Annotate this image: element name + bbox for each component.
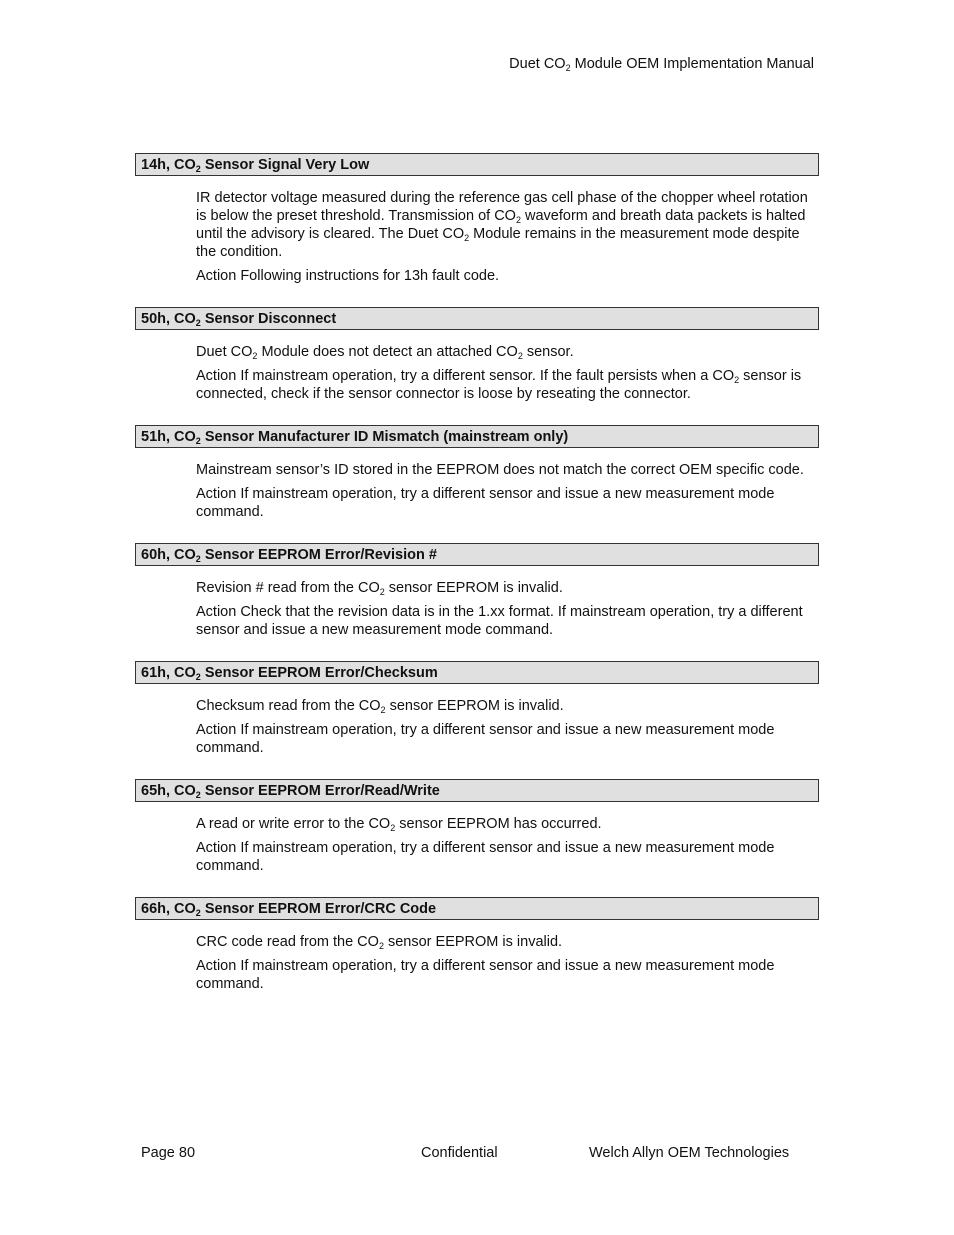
body-text: Action If mainstream operation, try a different sensor and issue a new measurement mode command. <box>196 840 775 874</box>
fault-action <box>196 485 819 521</box>
fault-code-list <box>135 153 819 1015</box>
fault-action <box>196 721 819 757</box>
subscript-text: 2 <box>380 705 386 715</box>
fault-heading <box>135 897 819 920</box>
heading-subscript: 2 <box>195 164 201 174</box>
body-text: Module does not detect an attached CO <box>257 344 518 360</box>
fault-description <box>135 566 819 639</box>
subscript-text: 2 <box>515 215 521 225</box>
heading-text-post: Sensor Manufacturer ID Mismatch (mainstream only) <box>200 429 569 445</box>
fault-description <box>135 176 819 285</box>
heading-text-pre: 66h, CO <box>141 901 196 917</box>
fault-action <box>196 957 819 993</box>
fault-explanation <box>196 461 819 479</box>
subscript-text: 2 <box>464 233 470 243</box>
heading-text-pre: 60h, CO <box>141 547 196 563</box>
body-text: Action If mainstream operation, try a different sensor and issue a new measurement mode command. <box>196 722 775 756</box>
fault-explanation <box>196 697 819 715</box>
heading-text-post: Sensor EEPROM Error/Read/Write <box>200 783 440 799</box>
heading-subscript: 2 <box>195 790 201 800</box>
body-text: sensor is connected, check if the sensor connector is loose by reseating the connector. <box>196 368 802 402</box>
fault-section <box>135 661 819 757</box>
heading-text-post: Sensor EEPROM Error/Checksum <box>200 665 438 681</box>
fault-explanation <box>196 579 819 597</box>
fault-section <box>135 897 819 993</box>
fault-section <box>135 543 819 639</box>
subscript-text: 2 <box>378 941 384 951</box>
heading-text-pre: 61h, CO <box>141 665 196 681</box>
subscript-text: 2 <box>252 351 258 361</box>
footer-company: Welch Allyn OEM Technologies <box>589 1145 790 1161</box>
body-text: Mainstream sensor’s ID stored in the EEPROM does not match the correct OEM specific code. <box>196 462 804 478</box>
body-text: Duet CO <box>196 344 253 360</box>
fault-section <box>135 779 819 875</box>
body-text: Checksum read from the CO <box>196 698 381 714</box>
header-title-part2: Module OEM Implementation Manual <box>570 56 814 72</box>
fault-action <box>196 603 819 639</box>
fault-heading <box>135 425 819 448</box>
body-text: sensor EEPROM is invalid. <box>383 934 563 950</box>
heading-subscript: 2 <box>195 436 201 446</box>
fault-section <box>135 153 819 285</box>
heading-text-pre: 51h, CO <box>141 429 196 445</box>
fault-action <box>196 267 819 285</box>
fault-explanation <box>196 343 819 361</box>
fault-heading <box>135 543 819 566</box>
body-text: Module remains in the measurement mode despite the condition. <box>196 226 800 260</box>
footer-confidential: Confidential <box>421 1145 498 1161</box>
heading-subscript: 2 <box>195 908 201 918</box>
fault-section <box>135 425 819 521</box>
subscript-text: 2 <box>517 351 523 361</box>
heading-text-pre: 14h, CO <box>141 157 196 173</box>
header-title-subscript: 2 <box>565 63 571 73</box>
fault-explanation <box>196 189 819 261</box>
fault-description <box>135 448 819 521</box>
page-header <box>509 56 814 72</box>
body-text: waveform and breath data packets is halted until the advisory is cleared. The Duet CO <box>196 208 806 242</box>
body-text: IR detector voltage measured during the reference gas cell phase of the chopper wheel rotation is below the preset threshold. Transmission of CO <box>196 190 808 224</box>
heading-subscript: 2 <box>195 554 201 564</box>
body-text: sensor EEPROM is invalid. <box>385 698 564 714</box>
heading-subscript: 2 <box>195 318 201 328</box>
fault-section <box>135 307 819 403</box>
body-text: Action If mainstream operation, try a different sensor and issue a new measurement mode command. <box>196 958 775 992</box>
body-text: Action If mainstream operation, try a different sensor and issue a new measurement mode command. <box>196 486 775 520</box>
fault-description <box>135 684 819 757</box>
fault-heading <box>135 153 819 176</box>
fault-heading <box>135 307 819 330</box>
fault-heading <box>135 779 819 802</box>
body-text: sensor. <box>522 344 574 360</box>
body-text: CRC code read from the CO <box>196 934 379 950</box>
footer-page-number: Page 80 <box>141 1145 196 1161</box>
body-text: Revision # read from the CO <box>196 580 380 596</box>
heading-text-post: Sensor EEPROM Error/Revision # <box>200 547 437 563</box>
fault-description <box>135 330 819 403</box>
body-text: Action Following instructions for 13h fault code. <box>196 268 500 284</box>
subscript-text: 2 <box>379 587 385 597</box>
body-text: A read or write error to the CO <box>196 816 391 832</box>
body-text: sensor EEPROM has occurred. <box>395 816 602 832</box>
subscript-text: 2 <box>390 823 396 833</box>
body-text: Action Check that the revision data is in the 1.xx format. If mainstream operation, try a different sensor and issue a new measurement mode command. <box>196 604 803 638</box>
fault-explanation <box>196 815 819 833</box>
fault-action <box>196 367 819 403</box>
body-text: Action If mainstream operation, try a different sensor. If the fault persists when a CO <box>196 368 735 384</box>
fault-description <box>135 920 819 993</box>
subscript-text: 2 <box>734 375 740 385</box>
heading-text-post: Sensor Disconnect <box>200 311 337 327</box>
heading-text-post: Sensor Signal Very Low <box>200 157 370 173</box>
fault-action <box>196 839 819 875</box>
heading-text-post: Sensor EEPROM Error/CRC Code <box>200 901 437 917</box>
fault-explanation <box>196 933 819 951</box>
fault-heading <box>135 661 819 684</box>
heading-text-pre: 65h, CO <box>141 783 196 799</box>
fault-description <box>135 802 819 875</box>
body-text: sensor EEPROM is invalid. <box>384 580 563 596</box>
header-title-part1: Duet CO <box>509 56 566 72</box>
heading-text-pre: 50h, CO <box>141 311 196 327</box>
heading-subscript: 2 <box>195 672 201 682</box>
